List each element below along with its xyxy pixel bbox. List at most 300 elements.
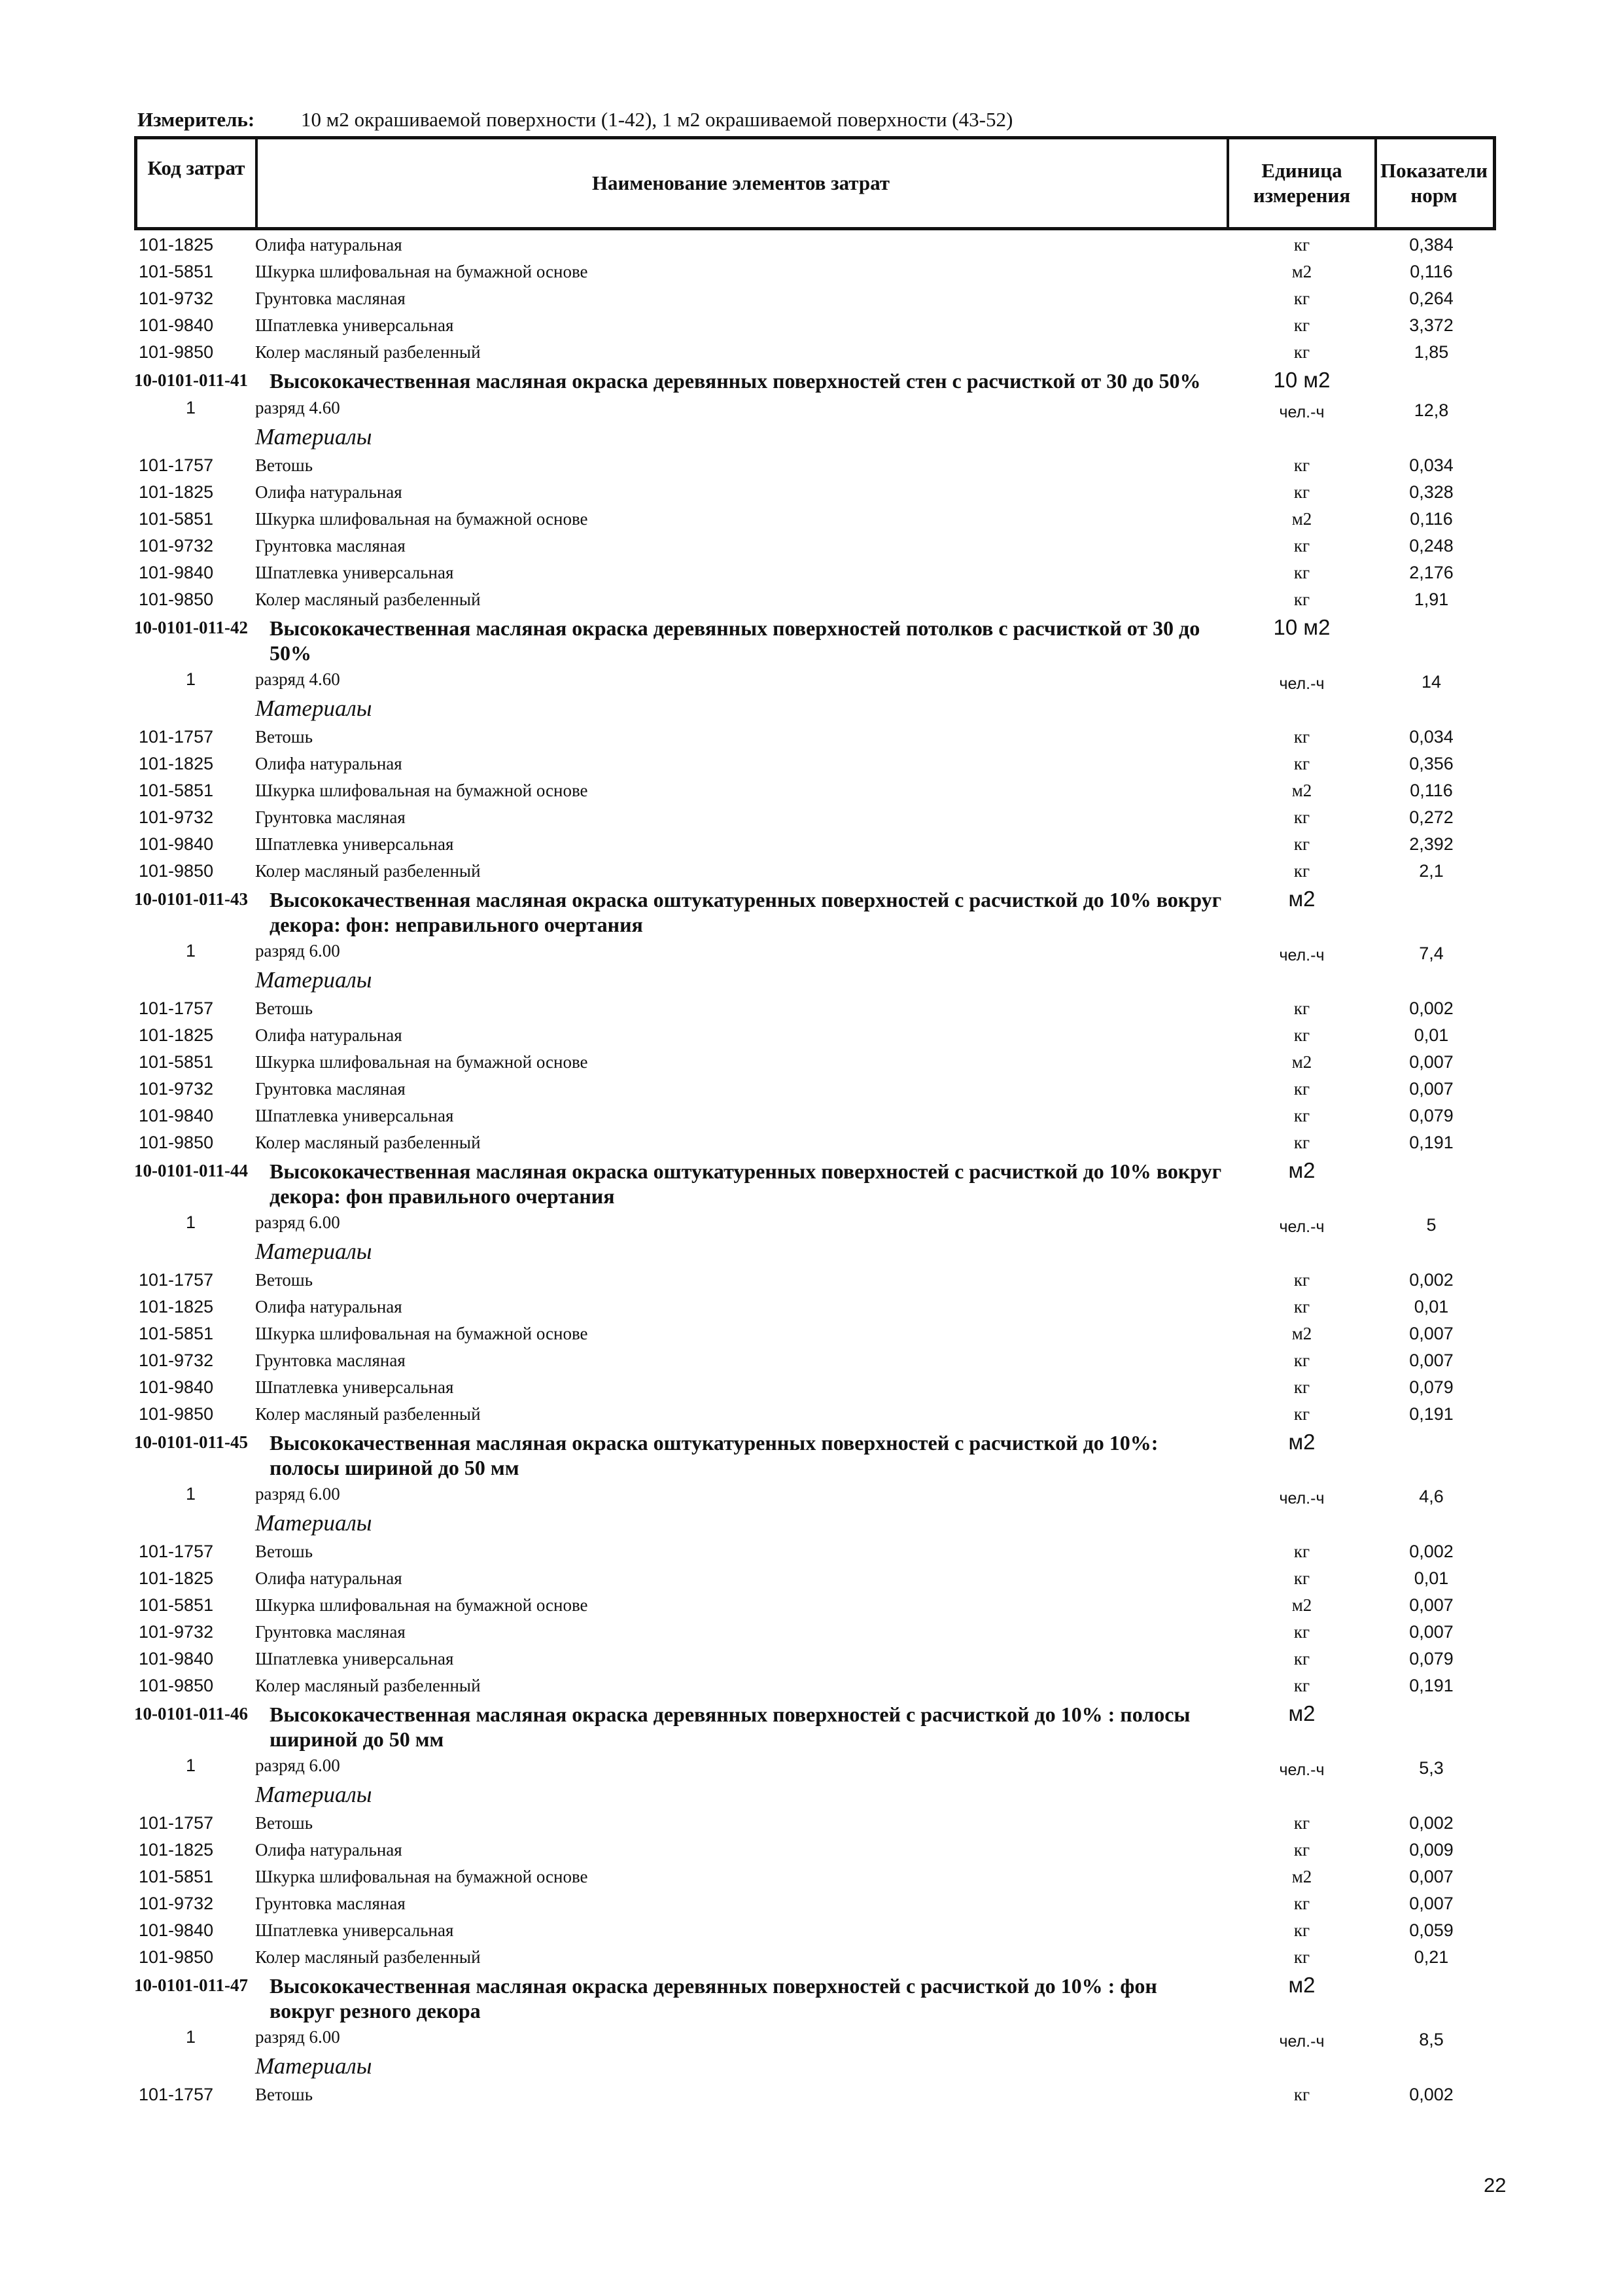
materials-subheading-row	[0, 2051, 1623, 2082]
cell-name: Олифа натуральная	[255, 1025, 402, 1045]
material-row	[0, 453, 1623, 480]
cell-code: 101-9840	[139, 1377, 214, 1397]
cell-unit: чел.-ч	[1279, 675, 1325, 693]
cell-unit: кг	[1293, 1676, 1310, 1695]
cell-name: Грунтовка масляная	[255, 1894, 406, 1913]
cell-name: Олифа натуральная	[255, 1297, 402, 1316]
material-row	[0, 1945, 1623, 1971]
material-row	[0, 1050, 1623, 1076]
material-row	[0, 1076, 1623, 1103]
material-row	[0, 286, 1623, 313]
cell-unit: м2	[1288, 1973, 1316, 1997]
material-row	[0, 2082, 1623, 2109]
cell-name: Шкурка шлифовальная на бумажной основе	[255, 509, 588, 529]
cell-unit: чел.-ч	[1279, 2032, 1325, 2051]
header-norm	[1372, 139, 1496, 227]
cell-name: Грунтовка масляная	[255, 1079, 406, 1099]
cell-name: Шкурка шлифовальная на бумажной основе	[255, 1867, 588, 1886]
material-row	[0, 1402, 1623, 1428]
cell-name: Колер масляный разбеленный	[255, 1404, 481, 1424]
material-row	[0, 1267, 1623, 1294]
cell-code: 101-1825	[139, 235, 214, 255]
cell-unit: м2	[1288, 1701, 1316, 1725]
material-row	[0, 1593, 1623, 1619]
cell-value: 8,5	[1419, 2030, 1444, 2049]
cell-unit: кг	[1293, 1920, 1310, 1940]
cell-name: Высококачественная масляная окраска оштукатуренных поверхностей с расчисткой до 10% вокруг декора: фон: неправильного очертания	[270, 888, 1222, 936]
cell-unit: кг	[1293, 235, 1310, 255]
labor-row	[0, 1210, 1623, 1237]
material-row	[0, 805, 1623, 832]
material-row	[0, 1646, 1623, 1673]
labor-row	[0, 2024, 1623, 2051]
materials-subheading-row	[0, 422, 1623, 453]
cell-code: 101-1757	[139, 455, 214, 475]
cell-value: 1,91	[1414, 590, 1449, 609]
cell-code: 101-9732	[139, 1079, 214, 1099]
cell-name: Шкурка шлифовальная на бумажной основе	[255, 262, 588, 281]
cell-unit: кг	[1293, 1894, 1310, 1913]
materials-subheading-row	[0, 694, 1623, 724]
rate-header-row	[0, 1428, 1623, 1481]
cell-unit: м2	[1288, 1430, 1316, 1454]
cell-unit: кг	[1293, 1297, 1310, 1316]
header-norm-line1: Показатели	[1380, 159, 1488, 182]
cell-name: Высококачественная масляная окраска оштукатуренных поверхностей с расчисткой до 10% вокруг декора: фон правильного очертания	[270, 1159, 1222, 1208]
cell-code: 101-1825	[139, 1840, 214, 1860]
cell-unit: м2	[1291, 1595, 1312, 1615]
cell-name: Колер масляный разбеленный	[255, 1947, 481, 1967]
cell-value: 2,176	[1409, 563, 1454, 582]
cell-code: 101-5851	[139, 262, 214, 281]
cell-code: 101-1757	[139, 998, 214, 1018]
cell-code: 1	[186, 941, 196, 961]
cell-code: 10-0101-011-47	[134, 1975, 248, 1995]
cell-code: 10-0101-011-43	[134, 889, 248, 909]
material-row	[0, 751, 1623, 778]
cell-name: Грунтовка масляная	[255, 1351, 406, 1370]
cell-code: 101-5851	[139, 781, 214, 800]
cell-unit: м2	[1291, 781, 1312, 800]
cell-name: Грунтовка масляная	[255, 289, 406, 308]
cell-value: 0,116	[1410, 509, 1453, 529]
material-row	[0, 1130, 1623, 1157]
material-row	[0, 1023, 1623, 1050]
materials-subheading-row	[0, 1508, 1623, 1539]
cell-value: 1,85	[1414, 342, 1449, 362]
cell-code: 101-1825	[139, 754, 214, 773]
cell-name: Материалы	[255, 2053, 372, 2079]
rate-header-row	[0, 614, 1623, 667]
cell-value: 0,21	[1414, 1947, 1449, 1967]
labor-row	[0, 395, 1623, 422]
cell-code: 10-0101-011-44	[134, 1161, 248, 1180]
cell-name: Колер масляный разбеленный	[255, 1133, 481, 1152]
cell-code: 101-9732	[139, 289, 214, 308]
cell-unit: кг	[1293, 1351, 1310, 1370]
measurer-label: Измеритель:	[137, 108, 255, 131]
cell-code: 10-0101-011-41	[134, 370, 248, 390]
cell-name: Ветошь	[255, 1813, 313, 1833]
cell-code: 101-9840	[139, 315, 214, 335]
cell-code: 101-9850	[139, 1676, 214, 1695]
cell-unit: кг	[1293, 1542, 1310, 1561]
material-row	[0, 1566, 1623, 1593]
cell-unit: кг	[1293, 834, 1310, 854]
cell-unit: кг	[1293, 1270, 1310, 1290]
cell-unit: кг	[1293, 1840, 1310, 1860]
material-row	[0, 1321, 1623, 1348]
material-row	[0, 313, 1623, 340]
cell-name: Колер масляный разбеленный	[255, 342, 481, 362]
cell-code: 10-0101-011-42	[134, 618, 248, 637]
cell-name: разряд 6.00	[255, 1484, 340, 1504]
cell-code: 101-5851	[139, 1324, 214, 1343]
cell-code: 101-9840	[139, 1106, 214, 1125]
material-row	[0, 1348, 1623, 1375]
cell-unit: кг	[1293, 861, 1310, 881]
cell-code: 101-9840	[139, 1649, 214, 1669]
cell-name: Шкурка шлифовальная на бумажной основе	[255, 1595, 588, 1615]
rate-header-row	[0, 1157, 1623, 1210]
rate-header-row	[0, 1971, 1623, 2024]
material-row	[0, 724, 1623, 751]
cell-value: 0,009	[1409, 1840, 1454, 1860]
cell-unit: м2	[1291, 509, 1312, 529]
rate-header-row	[0, 885, 1623, 938]
cell-value: 0,007	[1409, 1351, 1454, 1370]
cell-name: Колер масляный разбеленный	[255, 1676, 481, 1695]
cell-unit: кг	[1293, 455, 1310, 475]
cell-name: Олифа натуральная	[255, 482, 402, 502]
cell-name: Ветошь	[255, 2085, 313, 2104]
materials-subheading-row	[0, 1780, 1623, 1810]
cell-code: 101-9840	[139, 834, 214, 854]
cell-value: 4,6	[1419, 1487, 1444, 1506]
cell-unit: кг	[1293, 754, 1310, 773]
material-row	[0, 1103, 1623, 1130]
cell-code: 101-1825	[139, 1568, 214, 1588]
cell-unit: кг	[1293, 1133, 1310, 1152]
cell-code: 101-9840	[139, 1920, 214, 1940]
cell-name: разряд 6.00	[255, 1212, 340, 1232]
cell-unit: кг	[1293, 727, 1310, 747]
cell-value: 0,328	[1409, 482, 1454, 502]
material-row	[0, 1918, 1623, 1945]
cell-code: 1	[186, 398, 196, 417]
cell-name: Шкурка шлифовальная на бумажной основе	[255, 1052, 588, 1072]
material-row	[0, 858, 1623, 885]
cell-name: Шпатлевка универсальная	[255, 1920, 454, 1940]
cell-name: разряд 4.60	[255, 398, 340, 417]
cell-value: 0,079	[1409, 1377, 1454, 1397]
cell-value: 12,8	[1414, 400, 1449, 420]
cell-value: 0,384	[1409, 235, 1454, 255]
material-row	[0, 1539, 1623, 1566]
cell-code: 101-5851	[139, 1595, 214, 1615]
header-unit	[1227, 139, 1377, 227]
cell-name: Шкурка шлифовальная на бумажной основе	[255, 781, 588, 800]
cell-value: 0,007	[1409, 1595, 1454, 1615]
cell-unit: чел.-ч	[1279, 1218, 1325, 1236]
cell-name: Материалы	[255, 1239, 372, 1264]
cell-unit: кг	[1293, 1404, 1310, 1424]
cell-value: 14	[1421, 672, 1442, 692]
cell-name: Грунтовка масляная	[255, 807, 406, 827]
cell-code: 1	[186, 669, 196, 689]
cell-value: 5,3	[1419, 1758, 1444, 1778]
material-row	[0, 996, 1623, 1023]
cell-code: 101-1757	[139, 1542, 214, 1561]
labor-row	[0, 1481, 1623, 1508]
cell-name: Материалы	[255, 424, 372, 450]
cell-unit: кг	[1293, 1377, 1310, 1397]
rate-header-row	[0, 1700, 1623, 1753]
cell-name: разряд 6.00	[255, 941, 340, 961]
cell-code: 101-9732	[139, 536, 214, 556]
measurer-text: 10 м2 окрашиваемой поверхности (1-42), 1 м2 окрашиваемой поверхности (43-52)	[301, 108, 1013, 131]
cell-code: 101-9850	[139, 342, 214, 362]
cell-unit: кг	[1293, 536, 1310, 556]
cell-value: 0,079	[1409, 1649, 1454, 1669]
cell-value: 5	[1426, 1215, 1437, 1235]
material-row	[0, 1837, 1623, 1864]
material-row	[0, 340, 1623, 366]
cell-value: 0,007	[1409, 1079, 1454, 1099]
cell-code: 101-9850	[139, 1133, 214, 1152]
cell-value: 0,191	[1409, 1133, 1454, 1152]
cell-unit: кг	[1293, 590, 1310, 609]
cell-name: Материалы	[255, 1510, 372, 1536]
cell-name: Олифа натуральная	[255, 235, 402, 255]
material-row	[0, 778, 1623, 805]
materials-subheading-row	[0, 965, 1623, 996]
cell-name: Высококачественная масляная окраска деревянных поверхностей потолков с расчисткой от 30 до 50%	[270, 616, 1200, 665]
material-row	[0, 533, 1623, 560]
cell-name: Колер масляный разбеленный	[255, 590, 481, 609]
cell-value: 0,034	[1409, 455, 1454, 475]
cell-name: Грунтовка масляная	[255, 536, 406, 556]
cost-table-body	[0, 232, 1623, 2109]
cell-code: 101-9732	[139, 807, 214, 827]
cell-name: Шпатлевка универсальная	[255, 1106, 454, 1125]
cell-unit: кг	[1293, 1079, 1310, 1099]
cell-value: 0,191	[1409, 1676, 1454, 1695]
materials-subheading-row	[0, 1237, 1623, 1267]
cell-name: Шпатлевка универсальная	[255, 315, 454, 335]
cell-name: Грунтовка масляная	[255, 1622, 406, 1642]
cell-code: 101-9850	[139, 1404, 214, 1424]
header-name: Наименование элементов затрат	[591, 171, 890, 194]
cell-code: 101-9732	[139, 1894, 214, 1913]
cell-name: Высококачественная масляная окраска оштукатуренных поверхностей с расчисткой до 10%: полосы шириной до 50 мм	[270, 1431, 1159, 1479]
page-number: 22	[1484, 2174, 1507, 2197]
cell-name: Высококачественная масляная окраска деревянных поверхностей стен с расчисткой от 30 до 50%	[270, 369, 1201, 393]
header-unit-line1: Единица	[1261, 159, 1342, 182]
cell-value: 7,4	[1419, 944, 1444, 963]
cell-code: 101-9840	[139, 563, 214, 582]
cell-code: 101-9850	[139, 861, 214, 881]
cell-value: 0,079	[1409, 1106, 1454, 1125]
cell-name: Олифа натуральная	[255, 754, 402, 773]
cell-name: Ветошь	[255, 998, 313, 1018]
cell-value: 0,002	[1409, 1542, 1454, 1561]
cell-code: 101-1757	[139, 1813, 214, 1833]
material-row	[0, 832, 1623, 858]
cell-unit: кг	[1293, 998, 1310, 1018]
cell-value: 0,002	[1409, 1270, 1454, 1290]
cell-value: 0,191	[1409, 1404, 1454, 1424]
material-row	[0, 259, 1623, 286]
cell-unit: 10 м2	[1273, 615, 1331, 639]
cell-unit: кг	[1293, 315, 1310, 335]
cell-code: 101-9732	[139, 1351, 214, 1370]
measurer-line	[137, 108, 1013, 132]
cell-value: 0,248	[1409, 536, 1454, 556]
cell-unit: м2	[1291, 1324, 1312, 1343]
material-row	[0, 1810, 1623, 1837]
cell-code: 1	[186, 1484, 196, 1504]
cell-unit: кг	[1293, 1568, 1310, 1588]
cell-unit: м2	[1288, 1158, 1316, 1182]
cell-unit: чел.-ч	[1279, 1761, 1325, 1779]
cell-unit: кг	[1293, 1813, 1310, 1833]
cell-code: 101-5851	[139, 509, 214, 529]
cell-code: 1	[186, 1212, 196, 1232]
cell-name: разряд 6.00	[255, 2027, 340, 2047]
cell-name: Шпатлевка универсальная	[255, 563, 454, 582]
material-row	[0, 1619, 1623, 1646]
cell-name: Колер масляный разбеленный	[255, 861, 481, 881]
table-header	[134, 136, 1496, 230]
header-norm-line2: норм	[1410, 184, 1457, 207]
cell-unit: кг	[1293, 342, 1310, 362]
material-row	[0, 1891, 1623, 1918]
cell-value: 0,002	[1409, 2085, 1454, 2104]
cell-name: Высококачественная масляная окраска деревянных поверхностей с расчисткой до 10% : фон вокруг резного декора	[270, 1974, 1157, 2022]
cell-value: 3,372	[1409, 315, 1454, 335]
cell-name: Материалы	[255, 1782, 372, 1807]
cell-name: Олифа натуральная	[255, 1568, 402, 1588]
cell-unit: кг	[1293, 563, 1310, 582]
cell-unit: кг	[1293, 289, 1310, 308]
cell-name: Ветошь	[255, 1542, 313, 1561]
cell-code: 101-5851	[139, 1052, 214, 1072]
cell-value: 0,01	[1414, 1025, 1449, 1045]
cell-value: 0,007	[1409, 1622, 1454, 1642]
labor-row	[0, 938, 1623, 965]
header-unit-line2: измерения	[1253, 184, 1351, 207]
header-code: Код затрат	[137, 139, 258, 227]
cell-code: 10-0101-011-45	[134, 1432, 248, 1452]
cell-code: 1	[186, 1756, 196, 1775]
cell-unit: кг	[1293, 1025, 1310, 1045]
cell-name: Шпатлевка универсальная	[255, 1649, 454, 1669]
material-row	[0, 1294, 1623, 1321]
cell-name: Материалы	[255, 967, 372, 993]
cell-code: 101-9732	[139, 1622, 214, 1642]
material-row	[0, 560, 1623, 587]
cell-unit: м2	[1291, 262, 1312, 281]
cell-unit: м2	[1288, 887, 1316, 911]
cell-code: 101-9850	[139, 590, 214, 609]
material-row	[0, 587, 1623, 614]
cell-unit: 10 м2	[1273, 368, 1331, 392]
cell-code: 101-1757	[139, 2085, 214, 2104]
cell-name: Материалы	[255, 696, 372, 721]
cell-value: 0,002	[1409, 1813, 1454, 1833]
cell-value: 0,007	[1409, 1052, 1454, 1072]
cell-code: 101-1825	[139, 1025, 214, 1045]
cell-name: Шкурка шлифовальная на бумажной основе	[255, 1324, 588, 1343]
cell-value: 0,264	[1409, 289, 1454, 308]
cell-name: Ветошь	[255, 1270, 313, 1290]
labor-row	[0, 1753, 1623, 1780]
cell-value: 0,007	[1409, 1867, 1454, 1886]
cell-unit: чел.-ч	[1279, 403, 1325, 421]
material-row	[0, 1673, 1623, 1700]
material-row	[0, 232, 1623, 259]
cell-unit: кг	[1293, 482, 1310, 502]
cell-code: 101-1757	[139, 727, 214, 747]
cell-value: 0,034	[1409, 727, 1454, 747]
cell-value: 0,007	[1409, 1324, 1454, 1343]
cell-code: 101-1825	[139, 482, 214, 502]
cell-value: 0,01	[1414, 1297, 1449, 1316]
cell-name: разряд 6.00	[255, 1756, 340, 1775]
material-row	[0, 480, 1623, 506]
cell-code: 101-1825	[139, 1297, 214, 1316]
cell-code: 101-1757	[139, 1270, 214, 1290]
cell-name: Ветошь	[255, 455, 313, 475]
rate-header-row	[0, 366, 1623, 395]
cell-unit: м2	[1291, 1867, 1312, 1886]
material-row	[0, 1864, 1623, 1891]
cell-unit: кг	[1293, 1106, 1310, 1125]
cell-code: 1	[186, 2027, 196, 2047]
cell-value: 0,272	[1409, 807, 1454, 827]
cell-value: 0,356	[1409, 754, 1454, 773]
cell-name: Ветошь	[255, 727, 313, 747]
labor-row	[0, 667, 1623, 694]
cell-value: 2,392	[1409, 834, 1454, 854]
cell-unit: кг	[1293, 807, 1310, 827]
cell-value: 2,1	[1419, 861, 1444, 881]
cell-value: 0,007	[1409, 1894, 1454, 1913]
cell-unit: чел.-ч	[1279, 946, 1325, 964]
cell-unit: кг	[1293, 1947, 1310, 1967]
cell-value: 0,059	[1409, 1920, 1454, 1940]
cell-unit: кг	[1293, 1649, 1310, 1669]
cell-value: 0,002	[1409, 998, 1454, 1018]
cell-code: 101-9850	[139, 1947, 214, 1967]
cell-value: 0,116	[1410, 781, 1453, 800]
cell-unit: м2	[1291, 1052, 1312, 1072]
cell-code: 10-0101-011-46	[134, 1704, 248, 1723]
cell-value: 0,116	[1410, 262, 1453, 281]
cell-name: разряд 4.60	[255, 669, 340, 689]
cell-name: Олифа натуральная	[255, 1840, 402, 1860]
cell-name: Шпатлевка универсальная	[255, 1377, 454, 1397]
cell-name: Шпатлевка универсальная	[255, 834, 454, 854]
cell-code: 101-5851	[139, 1867, 214, 1886]
material-row	[0, 506, 1623, 533]
cell-unit: кг	[1293, 1622, 1310, 1642]
cell-unit: чел.-ч	[1279, 1489, 1325, 1508]
cell-unit: кг	[1293, 2085, 1310, 2104]
material-row	[0, 1375, 1623, 1402]
cell-name: Высококачественная масляная окраска деревянных поверхностей с расчисткой до 10% : полосы шириной до 50 мм	[270, 1703, 1191, 1751]
